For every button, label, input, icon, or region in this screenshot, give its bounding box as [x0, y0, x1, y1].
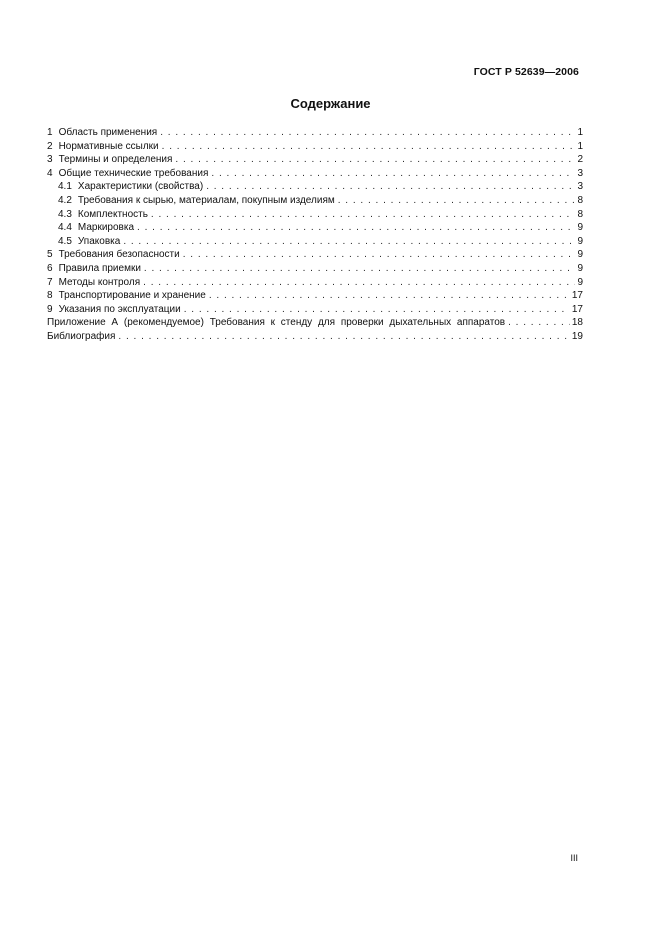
toc-entry-page: 8	[577, 208, 583, 220]
toc-entry-4-4[interactable]	[47, 221, 583, 235]
toc-entry-4-3[interactable]	[47, 208, 583, 222]
toc-dot-leader	[151, 208, 576, 222]
toc-entry-number: 4.3	[58, 208, 72, 220]
toc-entry-page: 9	[577, 276, 583, 288]
toc-entry-2[interactable]	[47, 140, 583, 154]
toc-entry-9[interactable]	[47, 303, 583, 317]
toc-entry-label: Комплектность	[77, 208, 148, 220]
toc-dot-leader	[160, 126, 575, 140]
toc-entry-1[interactable]	[47, 126, 583, 140]
toc-entry-label: Термины и определения	[58, 154, 173, 166]
toc-entry-label: Методы контроля	[58, 276, 141, 288]
toc-dot-leader	[137, 221, 575, 235]
toc-dot-leader	[144, 262, 576, 276]
toc-entry-page: 2	[577, 154, 583, 166]
toc-entry-number: 2	[47, 140, 53, 152]
toc-entry-label: Требования к сырью, материалам, покупным изделиям	[77, 194, 335, 206]
toc-entry-number: 8	[47, 290, 53, 302]
toc-entry-bibliography[interactable]	[47, 330, 583, 344]
toc-entry-number: 5	[47, 249, 53, 261]
toc-entry-number: 4.5	[58, 235, 72, 247]
document-standard-id: ГОСТ Р 52639—2006	[473, 66, 579, 78]
toc-entry-label: Правила приемки	[58, 262, 141, 274]
toc-entry-label: Общие технические требования	[58, 167, 209, 179]
toc-entry-label: Библиография	[47, 330, 116, 342]
toc-entry-label: Упаковка	[77, 235, 121, 247]
toc-dot-leader	[183, 248, 576, 262]
toc-entry-label: Приложение А (рекомендуемое) Требования к стенду для проверки дыхательных аппаратов	[47, 317, 506, 329]
toc-entry-number: 7	[47, 276, 53, 288]
toc-entry-page: 17	[571, 290, 583, 302]
toc-entry-4-5[interactable]	[47, 235, 583, 249]
toc-dot-leader	[175, 153, 575, 167]
toc-entry-number: 9	[47, 303, 53, 315]
toc-entry-label: Область применения	[58, 127, 158, 138]
table-of-contents	[47, 126, 583, 344]
toc-entry-label: Маркировка	[77, 222, 135, 234]
toc-entry-3[interactable]	[47, 153, 583, 167]
toc-entry-page: 9	[577, 235, 583, 247]
toc-entry-label: Указания по эксплуатации	[58, 303, 181, 315]
toc-dot-leader	[123, 235, 575, 249]
toc-entry-8[interactable]	[47, 289, 583, 303]
toc-dot-leader	[206, 180, 575, 194]
toc-entry-page: 3	[577, 181, 583, 193]
toc-entry-page: 9	[577, 222, 583, 234]
toc-entry-page: 9	[577, 262, 583, 274]
toc-entry-number: 4	[47, 167, 53, 179]
toc-entry-7[interactable]	[47, 276, 583, 290]
toc-dot-leader	[143, 276, 575, 290]
toc-entry-page: 17	[571, 303, 583, 315]
toc-entry-number: 3	[47, 154, 53, 166]
toc-entry-page: 9	[577, 249, 583, 261]
toc-entry-label: Требования безопасности	[58, 249, 180, 261]
toc-entry-page: 19	[571, 330, 583, 342]
page-number: III	[570, 853, 578, 863]
toc-dot-leader	[508, 316, 570, 330]
toc-entry-4-1[interactable]	[47, 180, 583, 194]
toc-entry-appendix-a[interactable]	[47, 316, 583, 330]
toc-entry-6[interactable]	[47, 262, 583, 276]
toc-entry-page: 8	[577, 194, 583, 206]
toc-title: Содержание	[290, 96, 371, 111]
toc-dot-leader	[118, 330, 569, 344]
toc-dot-leader	[162, 140, 576, 154]
toc-entry-page: 1	[577, 140, 583, 152]
toc-entry-4[interactable]	[47, 167, 583, 181]
toc-dot-leader	[184, 303, 570, 317]
toc-entry-number: 1	[47, 127, 53, 138]
toc-entry-number: 4.2	[58, 194, 72, 206]
toc-entry-page: 18	[571, 317, 583, 329]
toc-entry-page: 3	[577, 167, 583, 179]
toc-entry-label: Нормативные ссылки	[58, 140, 159, 152]
toc-entry-label: Транспортирование и хранение	[58, 290, 206, 302]
toc-entry-number: 6	[47, 262, 53, 274]
toc-entry-number: 4.1	[58, 181, 72, 193]
toc-dot-leader	[338, 194, 576, 208]
toc-dot-leader	[209, 289, 570, 303]
toc-entry-5[interactable]	[47, 248, 583, 262]
toc-entry-4-2[interactable]	[47, 194, 583, 208]
toc-entry-number: 4.4	[58, 222, 72, 234]
toc-entry-label: Характеристики (свойства)	[77, 181, 204, 193]
toc-entry-page: 1	[577, 127, 583, 138]
toc-dot-leader	[211, 167, 575, 181]
